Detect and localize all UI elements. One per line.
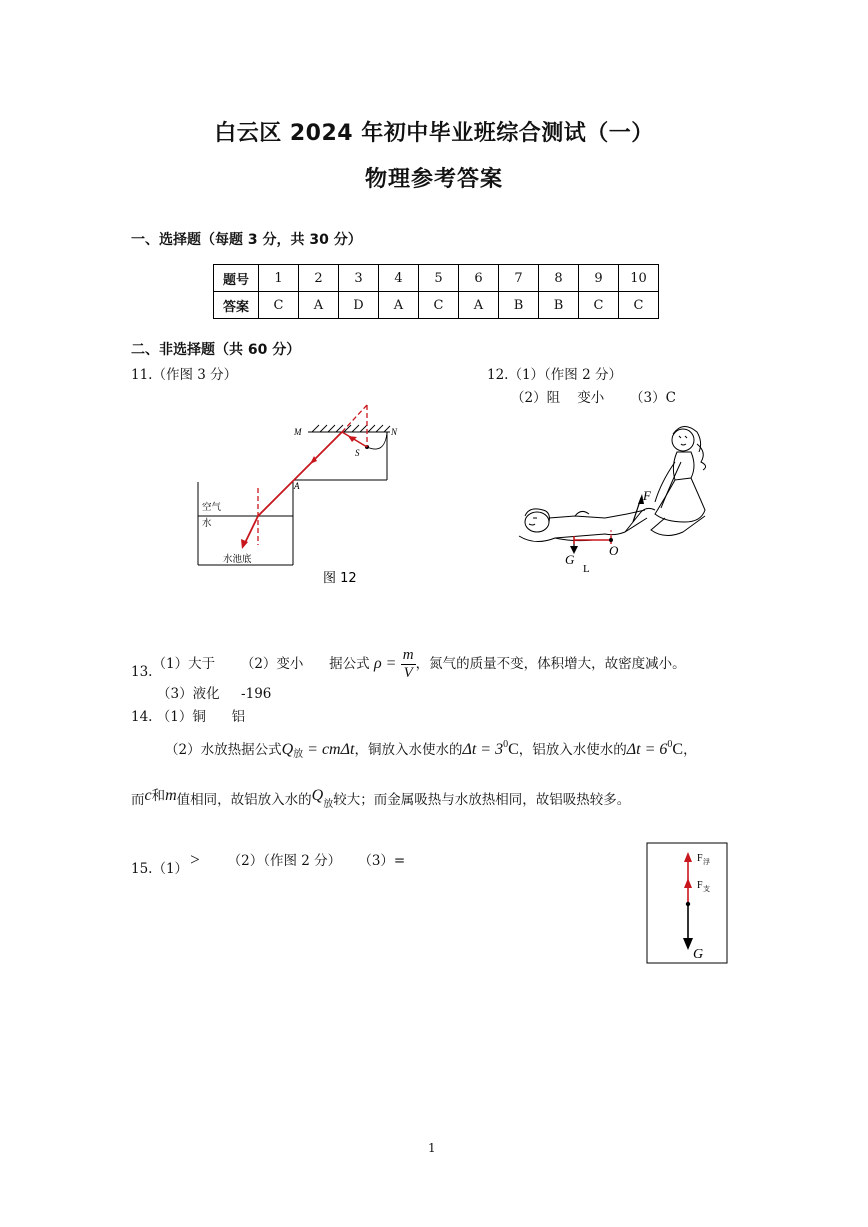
page-number: 1	[428, 1141, 436, 1155]
label-g: G	[693, 947, 704, 962]
answer-cell: C	[259, 292, 299, 319]
answer-cell: C	[579, 292, 619, 319]
q15-line	[131, 849, 405, 877]
answer-table	[213, 264, 659, 319]
q14-q-sub: 放	[293, 749, 304, 760]
q11-reflection-figure	[190, 395, 400, 595]
label-m: M	[294, 427, 302, 437]
answer-cell: C	[619, 292, 659, 319]
virtual-ray-dashed	[342, 405, 367, 432]
table-row-questions	[214, 265, 659, 292]
section2-heading: 二、非选择题（共 60 分）	[131, 342, 301, 358]
q14-l2-a: （2）水放热据公式	[165, 742, 282, 758]
answer-cell: A	[459, 292, 499, 319]
boy-figure	[519, 508, 655, 541]
arrow-head	[348, 436, 357, 442]
arc-line	[367, 432, 387, 449]
question-number: 10	[619, 265, 659, 292]
q12-lever-figure	[515, 418, 715, 578]
q13-formula-num: m	[402, 647, 414, 663]
question-number: 8	[539, 265, 579, 292]
q15-rest: （2）（作图 2 分） （3）=	[227, 853, 406, 869]
q14-dt1-sup: 0	[503, 739, 509, 750]
q14-m-symbol: m	[165, 787, 177, 804]
label-pool-bottom: 水池底	[223, 554, 252, 565]
q13-formula-lhs: ρ =	[373, 655, 397, 672]
q15-force-diagram	[646, 842, 730, 966]
refracted-ray	[244, 516, 258, 545]
question-number: 9	[579, 265, 619, 292]
q13-prefix: 13.	[131, 664, 153, 680]
pivot-o	[609, 538, 613, 542]
answer-cell: A	[379, 292, 419, 319]
question-number: 1	[259, 265, 299, 292]
q11-label: 11.（作图 3 分）	[131, 367, 238, 383]
q14-line3	[131, 784, 630, 810]
question-number: 4	[379, 265, 419, 292]
answer-cell: D	[339, 292, 379, 319]
q14-line1: 14. （1）铜 铝	[131, 709, 246, 725]
mirror-hatching	[312, 425, 390, 432]
q14-l3-a: 而	[131, 792, 145, 808]
q14-l3-c2: 较大；而金属吸热与水放热相同，故铝吸热较多。	[333, 792, 631, 808]
q14-q2-symbol: Q	[311, 787, 324, 804]
question-number: 5	[419, 265, 459, 292]
exam-title: 白云区 2024 年初中毕业班综合测试（一）	[214, 121, 654, 146]
q14-q2-sub: 放	[323, 799, 334, 810]
question-number: 6	[459, 265, 499, 292]
q14-dt2-sup: 0	[667, 739, 673, 750]
figure-caption: 图 12	[323, 571, 357, 586]
label-f: F	[643, 488, 651, 503]
exam-subtitle: 物理参考答案	[364, 167, 503, 192]
q13-part3: （3）液化 -196	[157, 686, 272, 702]
label-o: O	[609, 543, 619, 558]
answer-cell: A	[299, 292, 339, 319]
q14-dt1: Δt = 3	[462, 741, 504, 758]
question-number: 2	[299, 265, 339, 292]
ray-in-air	[258, 480, 294, 516]
reflected-ray	[294, 432, 342, 480]
label-water: 水	[202, 518, 212, 529]
label-f-float-sub: 浮	[703, 858, 710, 866]
label-f-support-sub: 支	[703, 885, 710, 893]
answer-cell: C	[419, 292, 459, 319]
question-number: 3	[339, 265, 379, 292]
q14-dt1-unit: C	[508, 741, 519, 758]
q14-l2-end: ，	[683, 742, 697, 758]
q13-formula-fraction	[401, 647, 416, 682]
q14-l2-c: ，铝放入水使水的	[518, 742, 627, 758]
label-a: A	[294, 481, 300, 491]
q14-heat-formula: = cmΔt	[303, 741, 355, 758]
q12-answer-line: （2）阻 变小 （3）C	[511, 390, 676, 406]
q14-and: 和	[151, 788, 166, 804]
answer-cell: B	[539, 292, 579, 319]
q13-part1-tail: ，氮气的质量不变，体积增大，故密度减小。	[415, 656, 686, 672]
label-g: G	[565, 552, 575, 567]
question-number: 7	[499, 265, 539, 292]
section1-heading: 一、选择题（每题 3 分，共 30 分）	[131, 232, 362, 248]
table-header-answer: 答案	[214, 292, 259, 319]
q14-l2-b: ，铜放入水使水的	[354, 742, 463, 758]
answer-cell: B	[499, 292, 539, 319]
q12-label: 12.（1）（作图 2 分）	[487, 367, 622, 383]
q14-dt2-unit: C	[672, 741, 684, 758]
q14-q-symbol: Q	[281, 741, 294, 758]
label-s: S	[355, 448, 360, 458]
label-l: L	[583, 563, 590, 575]
q13-formula-den: V	[403, 665, 413, 681]
q14-l3-b: 值相同，故铝放入水的	[176, 792, 312, 808]
q13-part1: （1）大于 （2）变小 据公式	[152, 656, 370, 672]
girl-figure	[651, 426, 706, 535]
table-header-question: 题号	[214, 265, 259, 292]
q14-line2	[165, 738, 697, 760]
label-n: N	[391, 427, 398, 437]
label-air: 空气	[202, 502, 222, 513]
q14-dt2: Δt = 6	[626, 741, 668, 758]
label-f-support: F	[697, 880, 703, 891]
q14-c-symbol: c	[144, 787, 152, 804]
q15-prefix: 15.（1）	[131, 861, 189, 877]
table-row-answers	[214, 292, 659, 319]
label-f-float: F	[697, 853, 703, 864]
q15-answer-gt: >	[190, 850, 200, 869]
